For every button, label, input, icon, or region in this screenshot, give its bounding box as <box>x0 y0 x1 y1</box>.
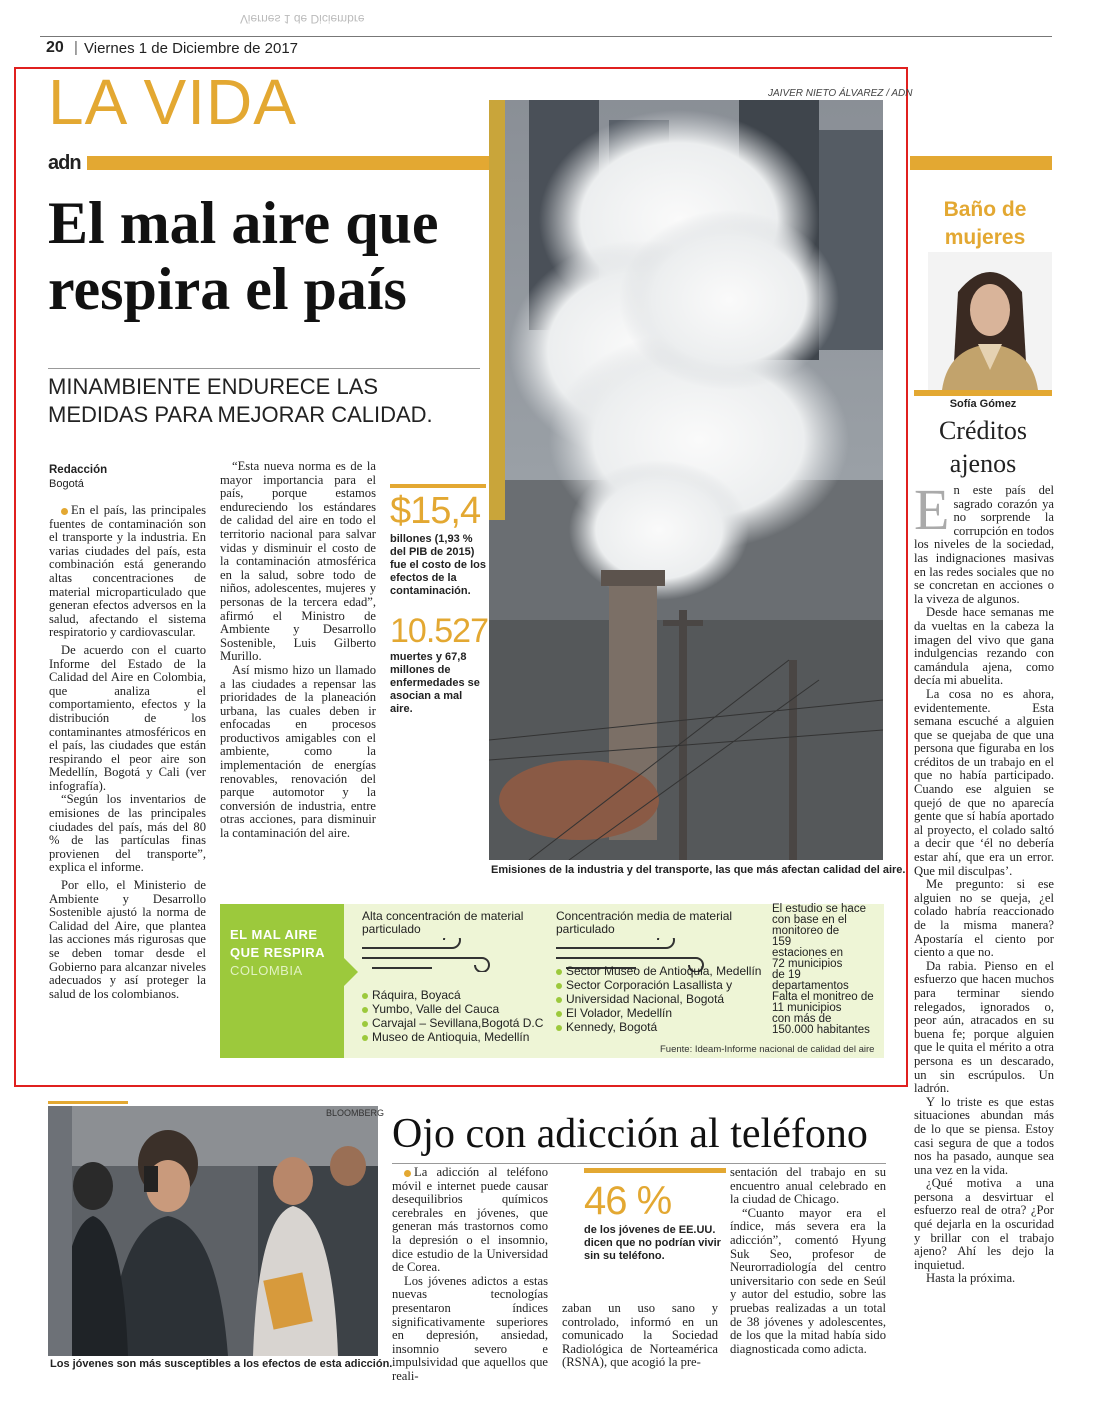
article-col-2 <box>220 460 376 841</box>
second-stat <box>584 1168 726 1263</box>
paragraph: Desde hace semanas me da vueltas en la cabeza la imagen del vivo que gana indulgencias rezando con camándula ajena, como decía mi abuelita. <box>914 605 1054 688</box>
smokestack-photo <box>489 100 883 860</box>
column-body <box>914 477 1054 1286</box>
main-subheadline: MINAMBIENTE ENDURECE LAS MEDIDAS PARA MEJORAR CALIDAD. <box>48 368 480 429</box>
list-item: Carvajal – Sevillana,Bogotá D.C <box>362 1016 543 1030</box>
accent-bar <box>87 156 490 170</box>
second-col-2: zaban un uso sano y controlado, informó en un comunicado la Sociedad Radiológica de Norteamérica (RSNA), que acogió la pre- <box>562 1301 718 1370</box>
list-item: Sector Museo de Antioquia, Medellín <box>556 964 761 978</box>
list-item: Yumbo, Valle del Cauca <box>362 1002 543 1016</box>
article-col-1 <box>49 504 206 1001</box>
second-photo-caption: Los jóvenes son más susceptibles a los efectos de esta adicción. <box>50 1358 393 1370</box>
paragraph: En este país del sagrado corazón ya no sorprende la corrupción en todos los niveles de la sociedad, las indignaciones masivas en las redes sociales que no se concretan en acciones o la viveza de algunos. <box>914 477 1054 606</box>
list-item: El Volador, Medellín <box>556 1006 761 1020</box>
second-headline: Ojo con adicción al teléfono <box>392 1111 868 1157</box>
column-headline: Créditos ajenos <box>938 416 1028 478</box>
high-list <box>362 988 543 1044</box>
paragraph: sentación del trabajo en su encuentro anual celebrado en la ciudad de Chicago. <box>730 1165 886 1207</box>
paragraph: Los jóvenes adictos a estas nuevas tecnologías presentaron índices significativamente superiores en depresión, ansiedad, insomnio severo e impulsividad que aquellos que reali- <box>392 1273 548 1383</box>
paragraph: Da rabia. Pienso en el esfuerzo que hacen muchos para terminar siendo relegados, ignorados o, peor aún, atracados en su buena fe; porque alguien que le quita el mérito a otra persona es un descarado, un sin escrúpulos. Un ladrón. <box>914 958 1054 1096</box>
paragraph: La adicción al teléfono móvil e internet puede causar desequilibrios químicos cerebrales en jóvenes, que generan más trastornos como la depresión o el insomnio, dice estudio de la Universidad de Corea. <box>392 1165 548 1275</box>
list-item: Universidad Nacional, Bogotá <box>556 992 761 1006</box>
list-item: Ráquira, Boyacá <box>362 988 543 1002</box>
byline-location: Bogotá <box>49 478 84 490</box>
stat-text: billones (1,93 % del PIB de 2015) fue el costo de los efectos de la contaminación. <box>390 533 486 597</box>
adn-bar <box>48 151 490 174</box>
section-title: LA VIDA <box>48 66 297 138</box>
paragraph: En el país, las principales fuentes de contaminación son el transporte y la industria. En varias ciudades del país, esta combinación está generando altas concentraciones de material microparticulado que generan efectos adversos en la salud, afectando el sistema respiratorio y cardiovascular. <box>49 503 206 640</box>
author-portrait <box>928 252 1052 390</box>
paragraph: Así mismo hizo un llamado a las ciudades a repensar las prioridades de la planeación urbana, las cuales deben ir enfocadas en procesos productivos amigables con el ambiente, como la implementación de energías renovables, renovación del parque automotor y la conversión de industria, entre otras acciones, para disminuir la contaminación del aire. <box>220 662 376 841</box>
infographic-title-panel <box>220 904 344 1058</box>
mirrored-bleed-text: Viernes 1 de Diciembre <box>240 12 365 26</box>
column-bar <box>910 154 1052 172</box>
stat-value: $15,4 <box>390 490 481 532</box>
main-photo-caption: Emisiones de la industria y del transporte, las que más afectan calidad del aire. <box>491 864 906 876</box>
crowd-photo <box>48 1106 378 1356</box>
paragraph: Hasta la próxima. <box>926 1271 1016 1286</box>
photo-tag-bar <box>48 1101 128 1104</box>
stat-text: muertes y 67,8 millones de enfermedades se asocian a mal aire. <box>390 651 480 715</box>
second-photo <box>48 1106 378 1356</box>
paragraph: “Según los inventarios de emisiones de las principales ciudades del país, más del 80 % de las partículas finas provienen del transporte”, explica el informe. <box>49 792 206 875</box>
paragraph: Y lo triste es que estas situaciones abundan más de lo que se piensa. Estoy casi segura de que a todos nos ha pasado, aunque sea una vez en la vida. <box>914 1094 1054 1177</box>
mid-title: Concentración media de material particulado <box>556 909 733 936</box>
paragraph: La cosa no es ahora, evidentemente. Esta semana escuché a alguien que se quejaba de que una persona que figuraba en los créditos de un trabajo en el que no había participado. Cuando ese alguien se quejó de que no aparecía gente que sí había aportado al proyecto, el colado saltó a decir que ‘él no debería estar ahí, que era un error. Que mil disculpas’. <box>914 686 1054 878</box>
header-separator: | <box>74 39 78 56</box>
list-item: Kennedy, Bogotá <box>556 1020 761 1034</box>
portrait-image <box>928 252 1052 390</box>
paragraph: “Esta nueva norma es de la mayor importancia para el país, porque estamos endureciendo los estándares de calidad del aire en todo el territorio nacional para salvar vidas y disminuir el costo de la contaminación atmosférica en la salud, sobre todo de niños, adolescentes, mujeres y personas de la tercera edad”, afirmó el Ministro de Ambiente y Desarrollo Sostenible, Luis Gilberto Murillo. <box>220 459 376 664</box>
second-photo-credit: BLOOMBERG <box>326 1108 385 1118</box>
column-author: Sofía Gómez <box>949 398 1017 410</box>
stat-value: 46 % <box>584 1179 672 1223</box>
mid-list <box>556 964 761 1034</box>
stat-block-2 <box>390 612 486 716</box>
paragraph: Por ello, el Ministerio de Ambiente y Desarrollo Sostenible ajustó la norma de Calidad del Aire, que plantea las acciones más rigurosas que se deben tomar desde el Gobierno para alcanzar niveles adecuados y así proteger la salud de los colombianos. <box>49 878 206 1001</box>
adn-logo: adn <box>48 151 81 174</box>
author-rule <box>914 390 1052 396</box>
infographic <box>220 904 884 1058</box>
photo-credit: JAIVER NIETO ÁLVAREZ / ADN <box>768 88 913 99</box>
list-item: Sector Corporación Lasallista y <box>556 978 761 992</box>
list-item: Museo de Antioquia, Medellín <box>362 1030 543 1044</box>
high-title: Alta concentración de material particulado <box>362 909 524 936</box>
second-col-1 <box>392 1166 548 1384</box>
arrow-icon <box>344 958 358 986</box>
paragraph: Me pregunto: si ese alguien no se queja, ¿el colado habría reaccionado de la misma manera? Apostaría el ciento por ciento a que no. <box>914 877 1054 960</box>
infographic-title: EL MAL AIRE QUE RESPIRA COLOMBIA <box>230 927 326 978</box>
study-note: El estudio se hace con base en el monitoreo de 159 estaciones en 72 municipios de 19 departamentos Falta el monitreo de 11 municipios con más de 150.000 habitantes <box>772 903 874 1036</box>
infographic-source: Fuente: Ideam-Informe nacional de calidad del aire <box>660 1044 875 1055</box>
bullet-icon <box>404 1170 411 1177</box>
wind-icon <box>362 938 502 972</box>
drop-cap: E <box>914 477 950 542</box>
stat-value: 10.527 <box>390 612 488 650</box>
paragraph: “Cuanto mayor era el índice, más severa era la adicción”, comentó Hyung Suk Seo, profesor de Neurorradiología del centro universitario con sede en Seúl y autor del estudio, sobre las pruebas realizadas a un total de 38 jóvenes y adolescentes, de los que la mitad había sido diagnosticada como adicta. <box>730 1205 886 1356</box>
second-col-3 <box>730 1166 886 1356</box>
stat-rule <box>390 484 486 488</box>
paragraph: ¿Qué motiva a una persona a desvirtuar el esfuerzo real de otra? ¿Por qué dejarla en la oscuridad y brillar con el trabajo ajeno? Ahí les dejo la inquietud. <box>914 1176 1054 1272</box>
second-headline-rule <box>392 1163 886 1164</box>
main-photo <box>489 100 883 860</box>
paragraph: De acuerdo con el cuarto Informe del Estado de la Calidad del Aire en Colombia, que analiza el comportamiento, efectos y la distribución de los contaminantes atmosféricos en el país, las ciudades que están respirando el peor aire son Medellín, Bogotá y Cali (ver infografía). <box>49 642 206 793</box>
header-rule <box>40 36 1052 37</box>
page-date: Viernes 1 de Diciembre de 2017 <box>84 40 299 57</box>
page-number: 20 <box>46 39 64 56</box>
bullet-icon <box>61 508 68 515</box>
stat-block-1 <box>390 490 486 598</box>
main-headline: El mal aire que respira el país <box>48 190 439 322</box>
stat-text: de los jóvenes de EE.UU. dicen que no podrían vivir sin su teléfono. <box>584 1224 721 1262</box>
column-section-title: Baño de mujeres <box>943 198 1027 249</box>
byline: Redacción <box>49 464 108 476</box>
